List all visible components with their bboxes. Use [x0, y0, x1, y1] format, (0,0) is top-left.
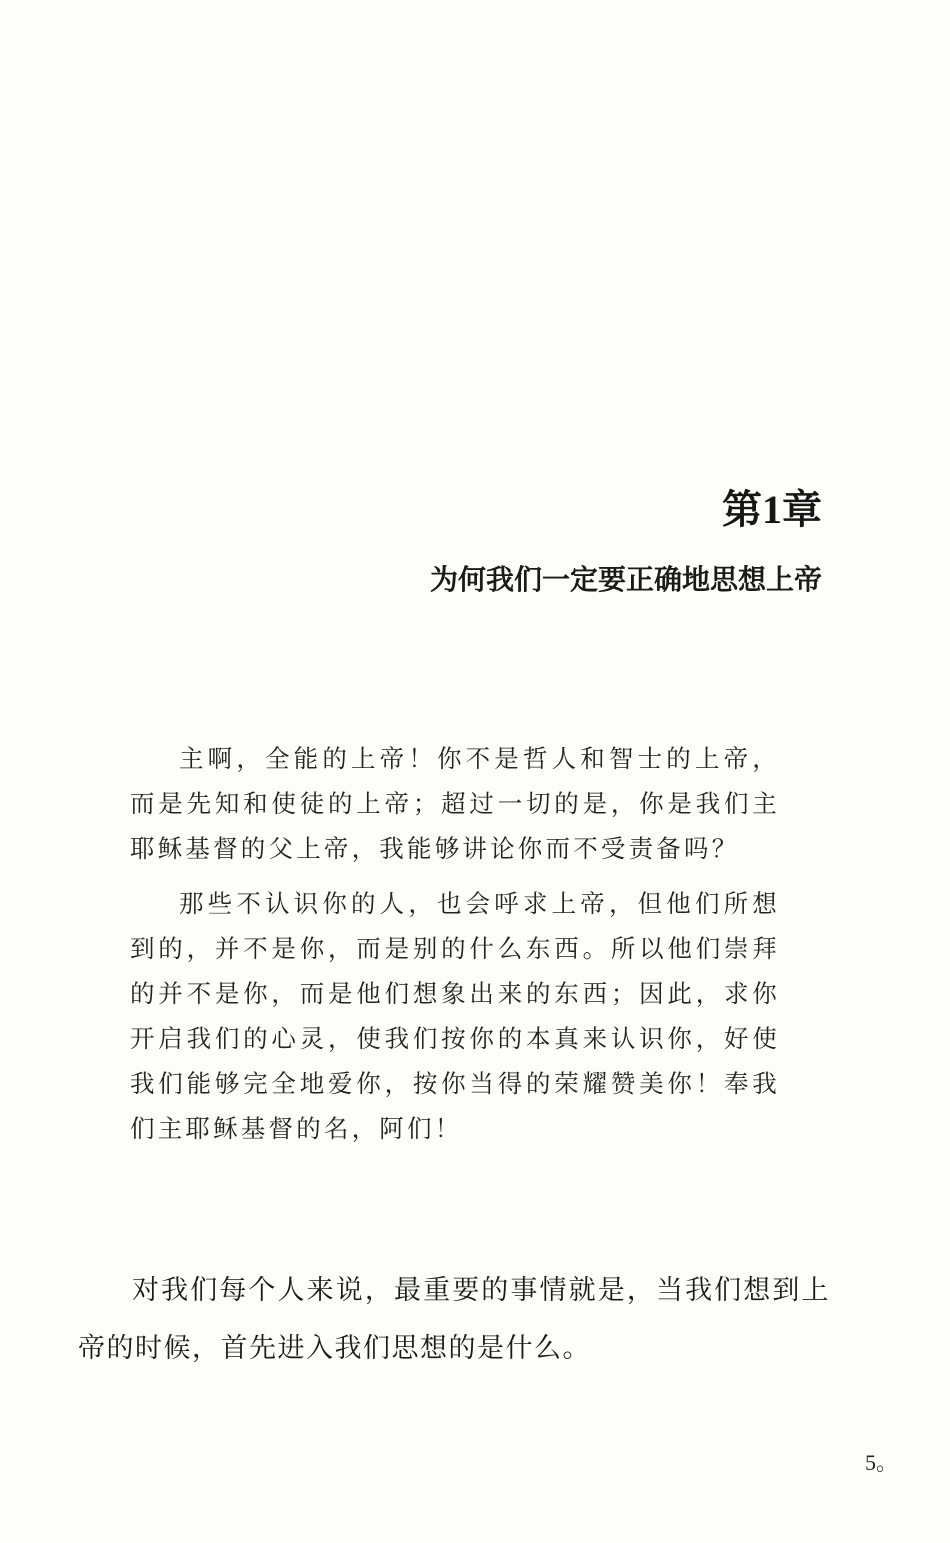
- chapter-title: 为何我们一定要正确地思想上帝: [429, 563, 822, 596]
- page-number: 5。: [864, 1450, 898, 1475]
- body-text: [78, 1262, 830, 1378]
- prayer-paragraph: 那些不认识你的人，也会呼求上帝，但他们所想到的，并不是你，而是别的什么东西。所以他们崇拜的并不是你，而是他们想象出来的东西；因此，求你开启我们的心灵，使我们按你的本真来认识你，好使我们能够完全地爱你，按你当得的荣耀赞美你！奉我们主耶稣基督的名，阿们！: [130, 889, 780, 1143]
- prayer-paragraph: 主啊，全能的上帝！你不是哲人和智士的上帝，而是先知和使徒的上帝；超过一切的是，你是我们主耶稣基督的父上帝，我能够讲论你而不受责备吗？: [130, 744, 780, 863]
- body-paragraph: 对我们每个人来说，最重要的事情就是，当我们想到上帝的时候，首先进入我们思想的是什么。: [78, 1275, 830, 1364]
- opening-prayer: [130, 736, 780, 1161]
- chapter-number: 第1章: [722, 487, 822, 532]
